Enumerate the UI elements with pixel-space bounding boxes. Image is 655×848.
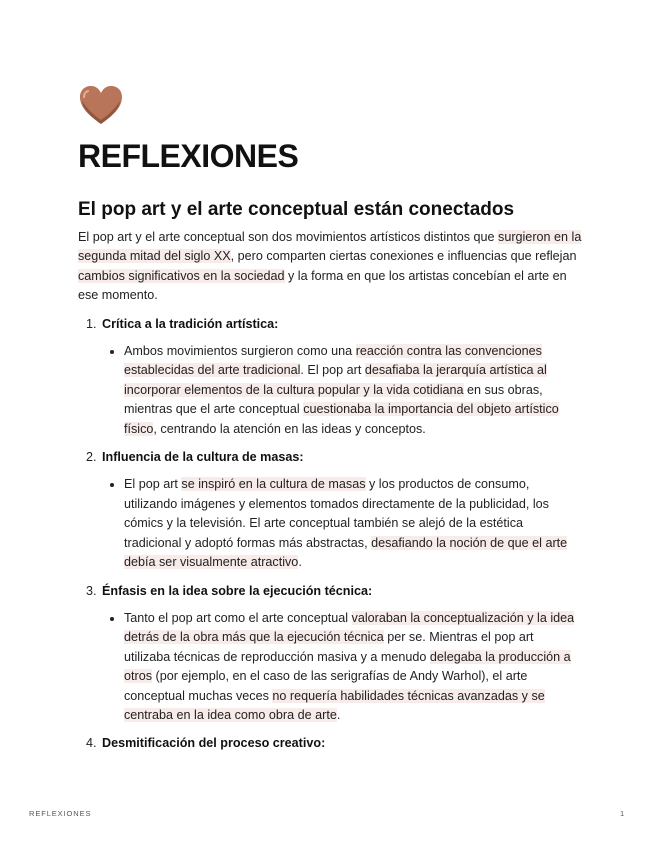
bullet-list [102,475,582,572]
text-run: Tanto el pop art como el arte conceptual [124,610,352,625]
text-run: y la forma en que los artistas concebían el arte en ese momento. [78,268,567,303]
text-run: per se. Mientras el pop art utilizaba técnicas de reproducción masiva y a menudo [124,630,534,664]
highlighted-text: desafiando la noción de que el arte debía ser visualmente atractivo [124,535,568,570]
highlighted-text: cuestionaba la importancia del objeto artístico físico [124,402,559,436]
text-run: , pero comparten ciertas conexiones e influencias que reflejan [230,249,577,264]
bullet-list [102,609,582,725]
list-item-title: Crítica a la tradición artística: [102,316,279,331]
footer-label: REFLEXIONES [29,809,92,818]
text-run: y los productos de consumo, utilizando imágenes y elementos tomados directamente de la publicidad, los cómics y la televisión. El arte conceptual también se alejó de la estética tradicional y adoptó formas más abstractas, [124,477,549,550]
text-run: El pop art y el arte conceptual son dos movimientos artísticos distintos que [78,230,499,244]
highlighted-text: desafiaba la jerarquía artística al incorporar elementos de la cultura popular y la vida cotidiana [124,363,547,397]
page-title: REFLEXIONES [78,138,299,174]
list-item [100,315,582,439]
highlighted-text: valoraban la conceptualización y la idea detrás de la obra más que la ejecución técnica [124,610,575,645]
text-run: , centrando la atención en las ideas y conceptos. [153,421,426,436]
text-run: . [336,707,341,722]
numbered-list [78,315,582,754]
bullet-item [124,609,582,725]
highlighted-text: se inspiró en la cultura de masas [181,477,366,492]
bullet-item [124,475,582,572]
text-run: . [298,555,302,570]
section-heading: El pop art y el arte conceptual están conectados [78,199,515,220]
highlighted-text: no requería habilidades técnicas avanzadas y se centraba en la idea como obra de arte [124,688,545,722]
list-item-title: Desmitificación del proceso creativo: [102,736,326,751]
bullet-list [102,342,582,439]
highlighted-text: surgieron en la segunda mitad del siglo XX [78,230,582,264]
list-item [100,582,582,726]
highlighted-text: delegaba la producción a otros [124,649,571,684]
list-item-title: Influencia de la cultura de masas: [102,450,304,465]
intro-paragraph [78,228,582,306]
list-item [100,734,582,753]
page-number: 1 [620,809,625,818]
text-run: Ambos movimientos surgieron como una [124,344,356,359]
brown-heart-icon [78,84,124,126]
list-item [100,448,582,572]
text-run: El pop art [124,477,182,492]
document-page [78,84,582,763]
list-item-title: Énfasis en la idea sobre la ejecución técnica: [102,583,373,598]
text-run: . El pop art [300,363,365,378]
highlighted-text: cambios significativos en la sociedad [78,268,285,283]
highlighted-text: reacción contra las convenciones establecidas del arte tradicional [124,344,542,378]
text-run: (por ejemplo, en el caso de las serigrafías de Andy Warhol), el arte conceptual muchas veces [124,669,528,703]
text-run: en sus obras, mientras que el arte conceptual [124,382,543,417]
bullet-item [124,342,582,439]
